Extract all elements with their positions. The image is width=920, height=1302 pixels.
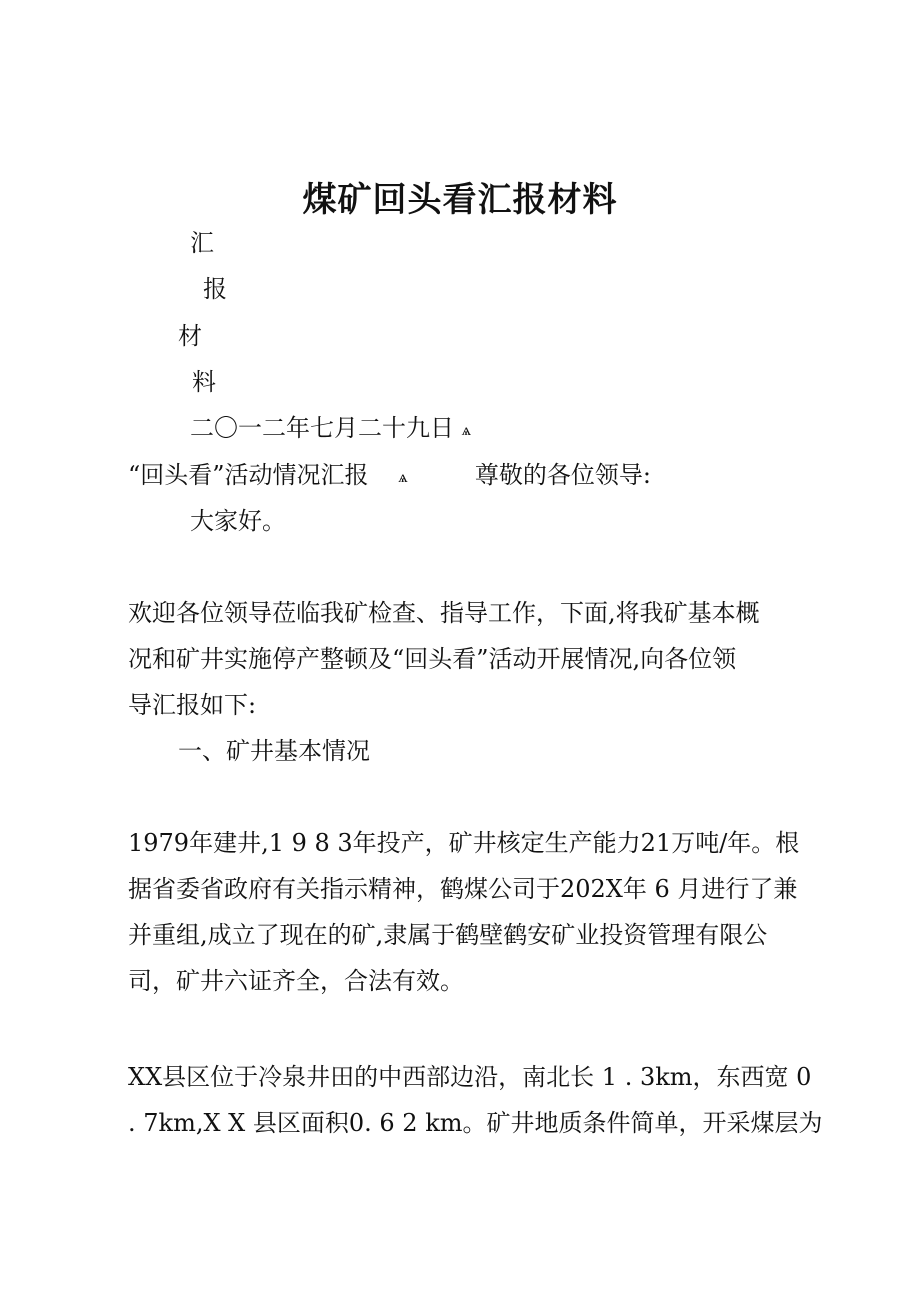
paragraph-line: 并重组,成立了现在的矿,隶属于鹤壁鹤安矿业投资管理有限公	[128, 921, 768, 949]
paragraph-line: 据省委省政府有关指示精神，鹤煤公司于202X年 6 月进行了兼	[128, 875, 798, 903]
vertical-char-3: 材	[178, 322, 202, 350]
stray-mark-glyph: ѧ	[398, 466, 408, 486]
section-heading: 一、矿井基本情况	[178, 737, 370, 765]
report-heading: “回头看”活动情况汇报	[128, 461, 369, 489]
paragraph-line: . 7km,X X 县区面积0. 6 2 km。矿井地质条件简单，开采煤层为	[128, 1109, 823, 1137]
greeting: 大家好。	[190, 507, 286, 535]
date-text: 二〇一二年七月二十九日	[190, 414, 454, 442]
vertical-char-2: 报	[203, 275, 227, 303]
geology-paragraph	[128, 1054, 823, 1146]
vertical-char-4: 料	[192, 368, 216, 396]
report-heading-line	[128, 460, 651, 492]
salutation: 尊敬的各位领导:	[474, 461, 651, 489]
basic-info-paragraph	[128, 820, 800, 1004]
intro-line: 导汇报如下:	[128, 691, 257, 719]
intro-line: 况和矿井实施停产整顿及“回头看”活动开展情况,向各位领	[128, 645, 737, 673]
date-line	[190, 413, 471, 445]
vertical-char-1: 汇	[190, 229, 214, 257]
paragraph-line: 司，矿井六证齐全，合法有效。	[128, 967, 464, 995]
paragraph-line: 1979年建井,1 9 8 3年投产，矿井核定生产能力21万吨/年。根	[128, 829, 800, 857]
intro-line: 欢迎各位领导莅临我矿检查、指导工作，下面,将我矿基本概	[128, 599, 760, 627]
intro-paragraph	[128, 590, 800, 728]
paragraph-line: XX县区位于冷泉井田的中西部边沿，南北长 1 . 3km，东西宽 0	[128, 1063, 812, 1091]
document-title: 煤矿回头看汇报材料	[302, 180, 618, 220]
stray-mark-glyph: ѧ	[461, 419, 472, 439]
